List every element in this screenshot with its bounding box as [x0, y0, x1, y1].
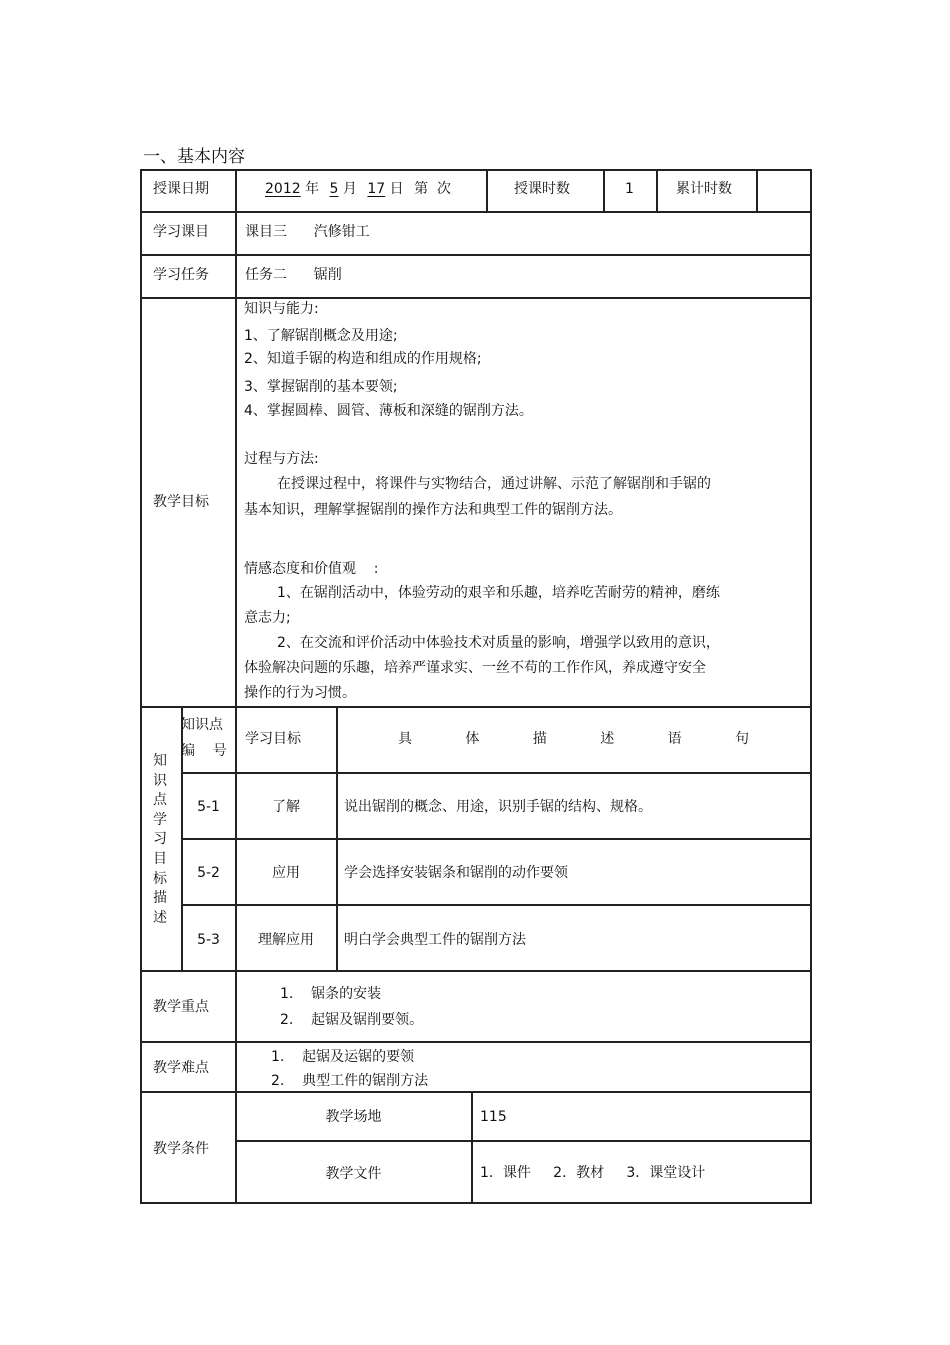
objectives-line: 过程与方法: [244, 451, 319, 467]
key-point-item: 2. 起锯及锯削要领。 [280, 1012, 424, 1028]
header-description: 具 体 描 述 语 句 [397, 731, 749, 747]
table-rule [656, 169, 658, 212]
table-rule [181, 838, 811, 840]
date-month-unit: 月 [342, 181, 357, 197]
objectives-line: 操作的行为习惯。 [244, 685, 356, 701]
table-rule [140, 706, 811, 708]
key-point-item: 1. 锯条的安装 [280, 986, 382, 1002]
knowledge-description: 明白学会典型工件的锯削方法 [344, 932, 526, 948]
table-rule [181, 772, 811, 774]
knowledge-code: 5-3 [197, 932, 220, 948]
documents-value: 1．课件 2．教材 3．课堂设计 [480, 1165, 706, 1181]
table-rule [140, 1091, 811, 1093]
date-value [265, 182, 451, 196]
objectives-line: 情感态度和价值观 : [244, 561, 379, 577]
table-rule [603, 169, 605, 212]
objectives-line: 4、掌握圆棒、圆管、薄板和深缝的锯削方法。 [244, 403, 533, 419]
header-goal: 学习目标 [245, 731, 301, 747]
date-month: 5 [329, 181, 339, 197]
difficulty-item: 2. 典型工件的锯削方法 [271, 1073, 429, 1089]
course-label: 学习课目 [153, 224, 209, 240]
knowledge-code: 5-1 [197, 799, 220, 815]
objectives-line: 在授课过程中，将课件与实物结合，通过讲解、示范了解锯削和手锯的 [277, 476, 711, 492]
venue-label: 教学场地 [325, 1109, 382, 1125]
table-rule [140, 254, 811, 256]
objectives-line: 体验解决问题的乐趣，培养严谨求实、一丝不苟的工作作风，养成遵守安全 [244, 660, 706, 676]
objectives-label: 教学目标 [153, 494, 209, 510]
table-rule [756, 169, 758, 212]
cumulative-hours-label: 累计时数 [676, 181, 732, 197]
task-value: 任务二 锯削 [245, 267, 342, 283]
objectives-line: 1、了解锯削概念及用途; [244, 328, 398, 344]
date-day: 17 [367, 181, 386, 197]
date-day-unit: 日 [389, 181, 404, 197]
key-points-label: 教学重点 [153, 999, 209, 1015]
date-year-unit: 年 [305, 181, 320, 197]
objectives-line: 知识与能力: [244, 301, 319, 317]
table-rule [235, 706, 237, 971]
table-rule [140, 169, 142, 1204]
table-rule [181, 904, 811, 906]
table-rule [140, 169, 811, 171]
conditions-label: 教学条件 [153, 1141, 209, 1157]
knowledge-side-label: 知识点学习目标描述 [153, 753, 167, 926]
objectives-line: 3、掌握锯削的基本要领; [244, 379, 398, 395]
objectives-line: 2、知道手锯的构造和组成的作用规格; [244, 351, 482, 367]
date-sequence: 第 次 [414, 181, 452, 197]
objectives-line: 1、在锯削活动中，体验劳动的艰辛和乐趣，培养吃苦耐劳的精神，磨练 [277, 585, 720, 601]
table-rule [140, 970, 811, 972]
difficulty-item: 1. 起锯及运锯的要领 [271, 1049, 415, 1065]
knowledge-goal: 应用 [272, 865, 300, 881]
documents-label: 教学文件 [325, 1166, 382, 1182]
venue-value: 115 [480, 1109, 507, 1125]
objectives-line: 2、在交流和评价活动中体验技术对质量的影响，增强学以致用的意识， [277, 635, 720, 651]
knowledge-description: 学会选择安装锯条和锯削的动作要领 [344, 865, 568, 881]
table-rule [486, 169, 488, 212]
hours-value: 1 [625, 181, 634, 197]
course-value: 课目三 汽修钳工 [245, 224, 370, 240]
header-code-line2: 编 号 [181, 743, 227, 759]
knowledge-goal: 理解应用 [258, 932, 314, 948]
difficulties-label: 教学难点 [153, 1060, 209, 1076]
date-label: 授课日期 [153, 181, 209, 197]
table-rule [140, 297, 811, 299]
knowledge-goal: 了解 [272, 799, 300, 815]
date-year: 2012 [265, 181, 301, 197]
objectives-line: 基本知识，理解掌握锯削的操作方法和典型工件的锯削方法。 [244, 502, 622, 518]
table-rule [140, 211, 811, 213]
header-code-line1: 知识点 [181, 717, 223, 733]
table-rule [235, 169, 237, 707]
section-title: 一、基本内容 [143, 147, 245, 167]
table-rule [140, 1202, 811, 1204]
objectives-line: 意志力; [244, 610, 291, 626]
table-rule [140, 1041, 811, 1043]
task-label: 学习任务 [153, 267, 209, 283]
table-rule [235, 1140, 811, 1142]
knowledge-code: 5-2 [197, 865, 220, 881]
hours-label: 授课时数 [514, 181, 570, 197]
table-rule [471, 1091, 473, 1204]
knowledge-description: 说出锯削的概念、用途，识别手锯的结构、规格。 [344, 799, 652, 815]
table-rule [810, 169, 812, 1204]
